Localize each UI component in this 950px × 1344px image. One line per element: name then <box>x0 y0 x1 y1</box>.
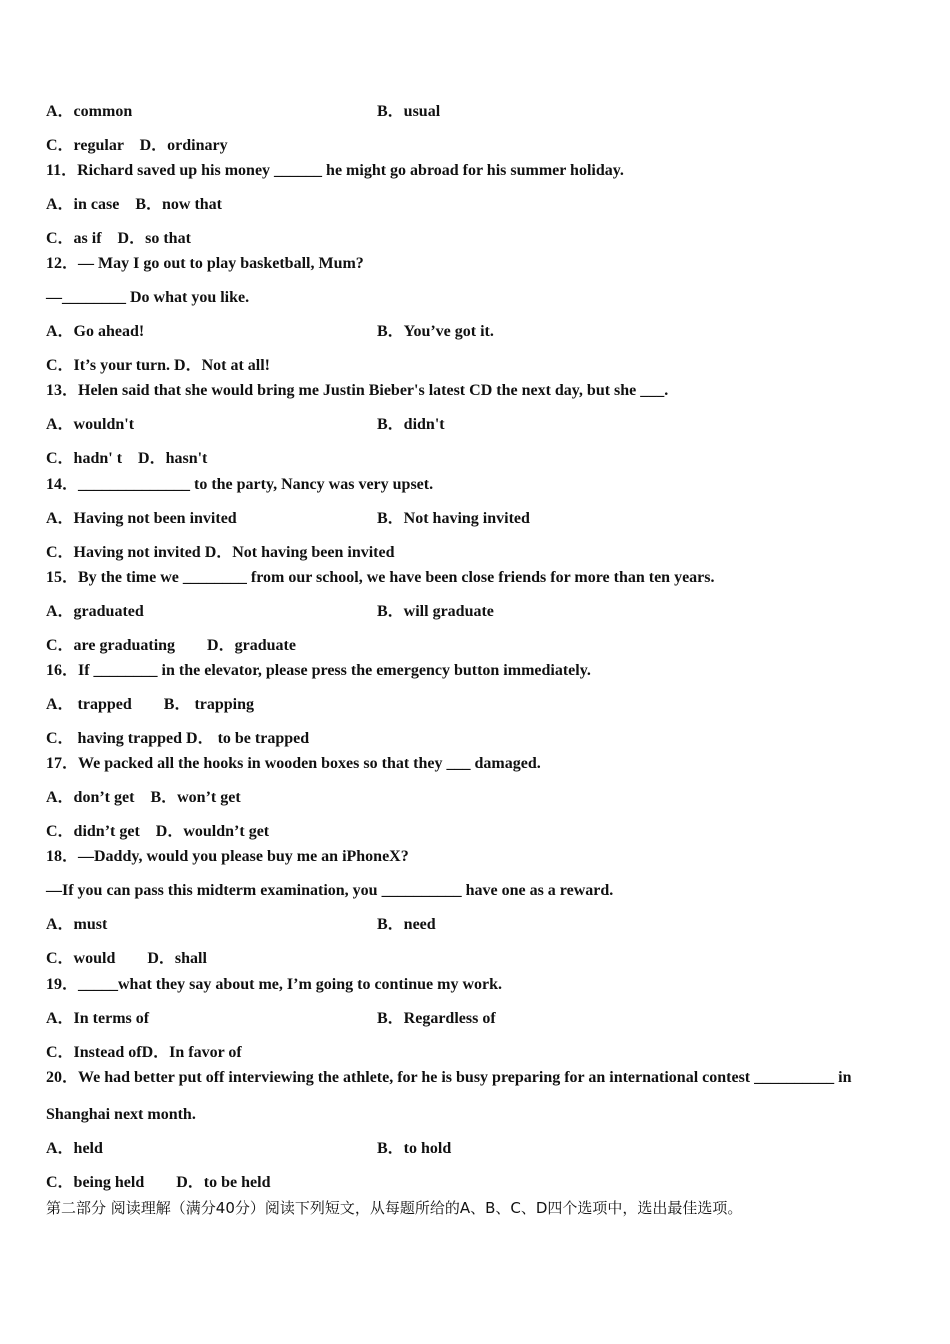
option-b: B．to hold <box>377 1140 452 1157</box>
option-b: B．You’ve got it. <box>377 323 494 340</box>
option-a: A．Go ahead! <box>46 323 145 340</box>
option-a: A．graduated <box>46 603 144 620</box>
question-stem: 13．Helen said that she would bring me Justin Bieber's latest CD the next day, but she ___. <box>46 382 669 399</box>
question-stem: 17．We packed all the hooks in wooden boxes so that they ___ damaged. <box>46 755 541 772</box>
question-stem: 14．______________ to the party, Nancy was very upset. <box>46 476 434 493</box>
option-row: C．didn’t get D．wouldn’t get <box>46 823 270 840</box>
option-a: A．In terms of <box>46 1010 150 1027</box>
option-a: A．wouldn't <box>46 416 135 433</box>
option-row <box>46 602 494 622</box>
option-row: A． trapped B． trapping <box>46 696 255 713</box>
option-row <box>46 102 441 122</box>
question-stem-continued: —If you can pass this midterm examination, you __________ have one as a reward. <box>46 882 614 899</box>
option-row: C．hadn' t D．hasn't <box>46 450 208 467</box>
option-row: C．Having not invited D．Not having been invited <box>46 544 395 561</box>
question-stem-continued: —________ Do what you like. <box>46 289 250 306</box>
option-row: C． having trapped D． to be trapped <box>46 730 310 747</box>
question-stem: 16．If ________ in the elevator, please press the emergency button immediately. <box>46 662 591 679</box>
option-row <box>46 509 530 529</box>
option-row: C．would D．shall <box>46 950 207 967</box>
option-row: C．are graduating D．graduate <box>46 637 296 654</box>
option-row: C．Instead ofD．In favor of <box>46 1044 242 1061</box>
question-stem: 18．—Daddy, would you please buy me an iPhoneX? <box>46 848 409 865</box>
option-b: B．didn't <box>377 416 445 433</box>
option-row <box>46 322 494 342</box>
option-b: B．will graduate <box>377 603 494 620</box>
option-row <box>46 1009 496 1029</box>
option-a: A．Having not been invited <box>46 510 237 527</box>
option-b: B．Not having invited <box>377 510 530 527</box>
option-a: A．common <box>46 103 133 120</box>
option-row: A．don’t get B．won’t get <box>46 789 241 806</box>
option-row: C．It’s your turn. D．Not at all! <box>46 357 270 374</box>
option-row <box>46 1139 452 1159</box>
question-stem: 20．We had better put off interviewing the athlete, for he is busy preparing for an international contest __________ in <box>46 1069 852 1086</box>
section-heading: 第二部分 阅读理解（满分40分）阅读下列短文，从每题所给的A、B、C、D四个选项中，选出最佳选项。 <box>46 1199 743 1217</box>
option-b: B．usual <box>377 103 441 120</box>
question-stem: 12．— May I go out to play basketball, Mum? <box>46 255 364 272</box>
question-stem: 15．By the time we ________ from our school, we have been close friends for more than ten years. <box>46 569 715 586</box>
option-b: B．need <box>377 916 436 933</box>
question-stem-continued: Shanghai next month. <box>46 1106 196 1123</box>
question-stem: 19．_____what they say about me, I’m going to continue my work. <box>46 976 503 993</box>
option-row: A．in case B．now that <box>46 196 223 213</box>
option-row <box>46 415 445 435</box>
option-row: C．regular D．ordinary <box>46 137 228 154</box>
option-b: B．Regardless of <box>377 1010 496 1027</box>
option-row: C．being held D．to be held <box>46 1174 271 1191</box>
option-a: A．must <box>46 916 108 933</box>
option-a: A．held <box>46 1140 103 1157</box>
option-row <box>46 915 436 935</box>
question-stem: 11．Richard saved up his money ______ he might go abroad for his summer holiday. <box>46 162 624 179</box>
option-row: C．as if D．so that <box>46 230 191 247</box>
